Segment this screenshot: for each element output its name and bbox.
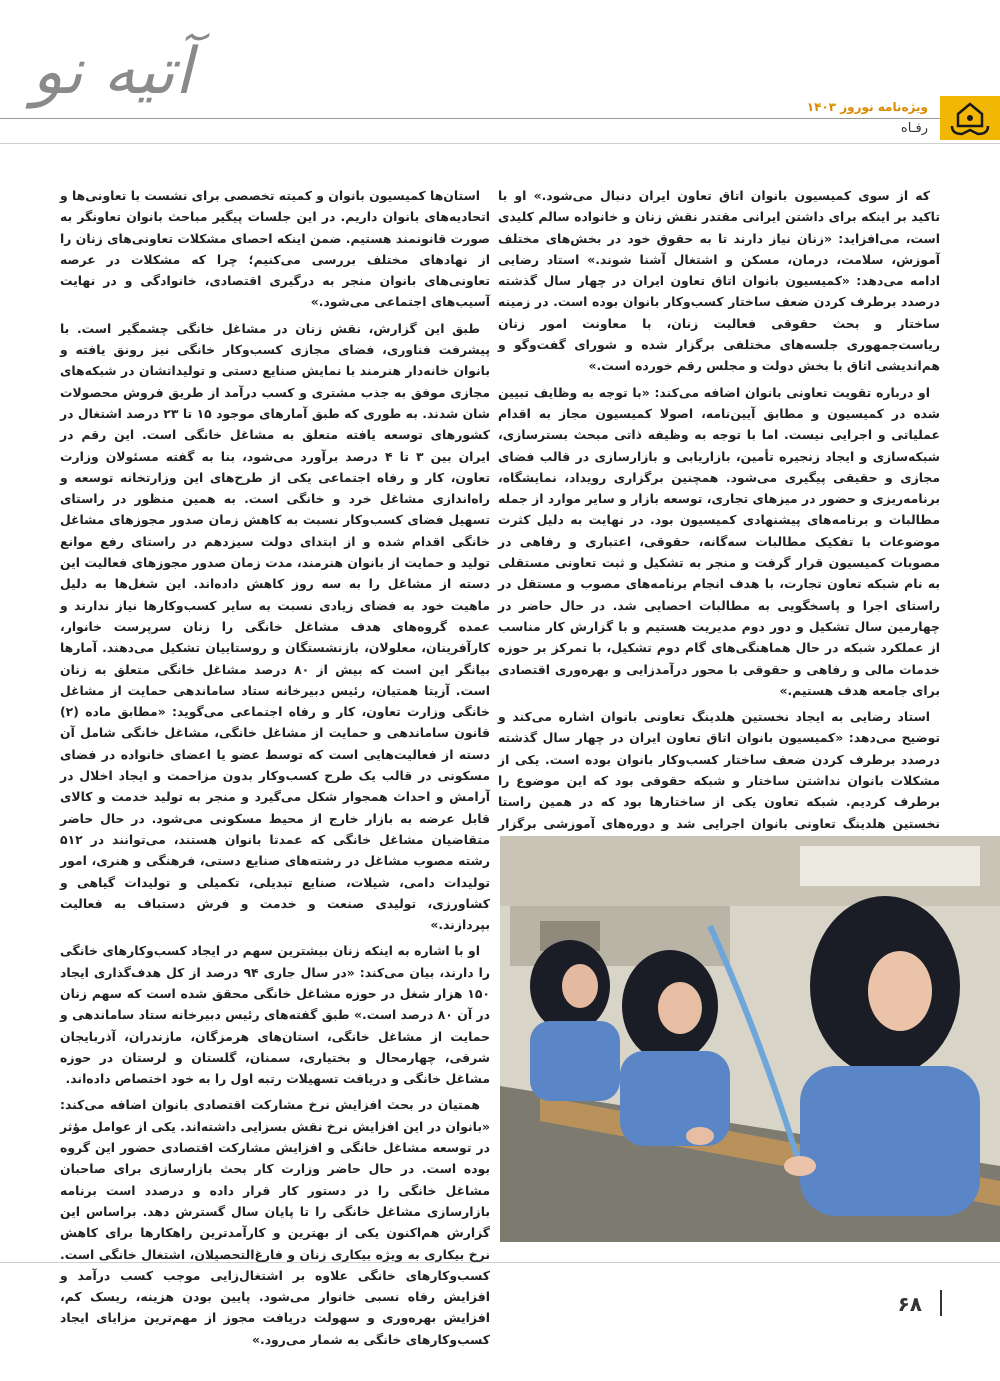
header-rule bbox=[0, 118, 1000, 119]
paragraph: که از سوی کمیسیون بانوان اتاق تعاون ایران دنبال می‌شود.» او با تاکید بر اینکه برای داشتن ایرانی مقتدر نقش زنان و خانواده سالم کلیدی است، می‌افزاید: «زنان نیاز دارند تا به حقوق خود در بخش‌های مختلف آموزش، سلامت، درمان، مسکن و اشتغال آشنا شوند.» استاد رضایی ادامه می‌دهد: «کمیسیون بانوان اتاق تعاون ایران در چهار سال گذشته درصدد برطرف کردن ضعف ساختار کسب‌وکار بانوان بوده است. در زمینه ساختار و بحث حقوقی فعالیت زنان، با معاونت امور زنان ریاست‌جمهوری جلسه‌های مختلفی برگزار شده و شورای گفت‌وگو و هم‌اندیشی اتاق با بخش دولت و مجلس رقم خورده است.» bbox=[498, 188, 940, 374]
paragraph: استان‌ها کمیسیون بانوان و کمیته تخصصی برای نشست با تعاونی‌ها و اتحادیه‌های بانوان داریم. در این جلسات پیگیر مباحث بانوان تعاونگر به صورت قانونمند هستیم. ضمن اینکه احصای مشکلات تعاونی‌های زنان را از نهادهای مختلف بررسی می‌کنیم؛ چرا که مشکلات در عرصه تعاونی‌های بانوان منجر به درگیری اقتصادی، خانوادگی و در نهایت آسیب‌های اجتماعی می‌شود.» bbox=[60, 188, 490, 310]
article-column-right bbox=[498, 185, 940, 860]
paragraph: طبق این گزارش، نقش زنان در مشاغل خانگی چشمگیر است. با پیشرفت فناوری، فضای مجازی کسب‌وکار خانگی نیز رونق یافته و بانوان خانه‌دار هنرمند با نمایش صنایع دستی و تولیداتشان در شبکه‌های مجازی موفق به جذب مشتری و کسب درآمد از طریق فروش محصولات شان شدند. به طوری که طبق آمارهای موجود ۱۵ تا ۲۳ درصد اشتغال در کشورهای توسعه یافته متعلق به مشاغل خانگی است. این رقم در ایران بین ۳ تا ۴ درصد برآورد می‌شود، بنا به گفته مسئولان وزارت تعاون، کار و رفاه اجتماعی یکی از طرح‌های این وزارتخانه توسعه و راه‌اندازی مشاغل خرد و خانگی است. به همین منظور در راستای تسهیل فضای کسب‌وکار نسبت به کاهش زمان صدور مجوزهای مشاغل خانگی اقدام شده و از ابتدای دولت سیزدهم در راستای رفع موانع تولید و حمایت از بانوان هنرمند، مدت زمان صدور مجوزهای فعالیت این دسته از مشاغل را به سه روز کاهش داده‌اند. این شغل‌ها به دلیل ماهیت خود به فضای زیادی نسبت به سایر کسب‌وکارها نیاز ندارند و عمده گروه‌های هدف مشاغل خانگی را زنان سرپرست خانوار، کارآفرینان، معلولان، بازنشستگان و روستاییان تشکیل می‌دهند. آمارها بیانگر این است که بیش از ۸۰ درصد مشاغل خانگی متعلق به زنان است. آزیتا همتیان، رئیس دبیرخانه ستاد ساماندهی حمایت از مشاغل خانگی وزارت تعاون، کار و رفاه اجتماعی می‌گوید: «مطابق ماده (۲) قانون ساماندهی و حمایت از مشاغل خانگی، مشاغل خانگی شامل آن دسته از فعالیت‌هایی است که توسط عضو یا اعضای خانواده در فضای مسکونی در قالب یک طرح کسب‌وکار بدون مزاحمت و ایجاد اخلال در آرامش و احداث همجوار شکل می‌گیرد و منجر به تولید خدمت و کالای قابل عرضه به بازار خارج از محیط مسکونی می‌شود. در حال حاضر متقاضیان مشاغل خانگی که عمدتا بانوان هستند، می‌توانند در ۵۱۲ رشته مصوب مشاغل در رشته‌های صنایع دستی، فرهنگی و هنری، امور تولیدات دامی، شیلات، صنایع تبدیلی، تکمیلی و تولیدات گیاهی و کشاورزی، تولیدی صنعت و خدمت و فرش دستباف به فعالیت بپردازند.» bbox=[60, 320, 490, 933]
section-label: رفـاه bbox=[900, 121, 928, 136]
article-column-left bbox=[60, 185, 490, 1355]
masthead-logo: آتیه نو bbox=[32, 35, 193, 109]
page-number-divider bbox=[940, 1290, 942, 1316]
paragraph: استاد رضایی به ایجاد نخستین هلدینگ تعاونی بانوان اشاره می‌کند و توضیح می‌دهد: «کمیسیون بانوان اتاق تعاون ایران در چهار سال گذشته درصدد برطرف کردن ضعف ساختار کسب‌وکار بانوان بوده است. یکی از مشکلات بانوان نداشتن ساختار و شبکه حقوقی بود که این موضوع را برطرف کردیم. شبکه تعاون یکی از ساختارها بود که در همین راستا نخستین هلدینگ تعاونی بانوان اجرایی شد و دوره‌های آموزشی برگزار bbox=[498, 709, 940, 831]
paragraph: او با اشاره به اینکه زنان بیشترین سهم در ایجاد کسب‌وکارهای خانگی را دارند، بیان می‌کند: «در سال جاری ۹۴ درصد از کل هدف‌گذاری ایجاد ۱۵۰ هزار شغل در حوزه مشاغل خانگی محقق شده است که سهم زنان در آن ۸۰ درصد است.» طبق گفته‌های رئیس دبیرخانه ستاد ساماندهی و حمایت از مشاغل خانگی، استان‌های هرمزگان، مازندران، آذربایجان شرقی، چهارمحال و بختیاری، سمنان، گلستان و لرستان در حوزه مشاغل خانگی و دریافت تسهیلات رتبه اول را به خود اختصاص داده‌اند. bbox=[60, 943, 491, 1087]
page-header bbox=[0, 0, 1000, 160]
header-subrule bbox=[0, 143, 1000, 144]
hands-house-emblem-icon bbox=[940, 96, 1000, 140]
paragraph: همتیان در بحث افزایش نرخ مشارکت اقتصادی بانوان اضافه می‌کند: «بانوان در این افزایش نرخ نقش بسزایی داشته‌اند. یکی از عوامل مؤثر در توسعه مشاغل خانگی و افزایش مشارکت اقتصادی حضور این گروه بوده است. در حال حاضر وزارت کار بحث بازارسازی برای صاحبان مشاغل خانگی را در دستور کار قرار داده و درصدد است برنامه بازارسازی مشاغل خانگی را تا پایان سال گسترش دهد. براساس این گزارش هم‌اکنون یکی از بهترین و کارآمدترین راهکارها برای کاهش نرخ بیکاری به ویژه بیکاری زنان و فارغ‌التحصیلان، اشتغال خانگی است. کسب‌وکارهای خانگی علاوه بر اشتغال‌زایی موجب کسب درآمد و افزایش رفاه نسبی خانوار می‌شود. پایین بودن هزینه، ریسک کم، افزایش بهره‌وری و سهولت دریافت مجوز از مهم‌ترین مزایای ایجاد کسب‌وکارهای خانگی به شمار می‌رود.» bbox=[60, 1097, 490, 1347]
factory-workers-photo bbox=[500, 836, 1000, 1242]
issue-label: ویژه‌نامه نوروز ۱۴۰۳ bbox=[806, 100, 928, 114]
page-number: ۶۸ bbox=[897, 1292, 922, 1316]
paragraph: او درباره تقویت تعاونی بانوان اضافه می‌کند: «با توجه به وظایف تبیین شده در کمیسیون و مطابق آیین‌نامه، اصولا کمیسیون مجاز به اقدام عملیاتی و اجرایی نیست. اما با توجه به وظیفه ذاتی مبحث بسترسازی، شبکه‌سازی و ایجاد زنجیره تأمین، بازاریابی و بازارسازی در قالب فضای مجازی و حقیقی پیگیری می‌شود. همچنین برگزاری رویداد، نمایشگاه، برنامه‌ریزی و حضور در میزهای تجاری، توسعه بازار و سایر موارد از جمله مطالبات و برنامه‌های پیشنهادی کمیسیون بود. در نهایت به دلیل کثرت موضوعات با تفکیک مطالبات سه‌گانه، حقوقی، اعتباری و رفاهی در مصوبات کمیسیون قرار گرفت و منجر به تشکیل و ثبت تعاونی مستقلی به نام شبکه تعاون تجارت، با هدف انجام برنامه‌های مصوب و مستقل در راستای اجرا و پاسخگویی به مطالبات احصایی شد. در حال حاضر در چهارمین سال تشکیل و دور دوم مدیریت هستیم و با گزارش کار مناسب از عملکرد شبکه در حال هماهنگی‌های گام دوم تشکیل، با تمرکز بر حوزه خدمات مالی و رفاهی و حقوقی با محور درآمدزایی و بهره‌وری اقتصادی برای جامعه هدف هستیم.» bbox=[498, 384, 940, 698]
footer-rule bbox=[0, 1262, 1000, 1263]
